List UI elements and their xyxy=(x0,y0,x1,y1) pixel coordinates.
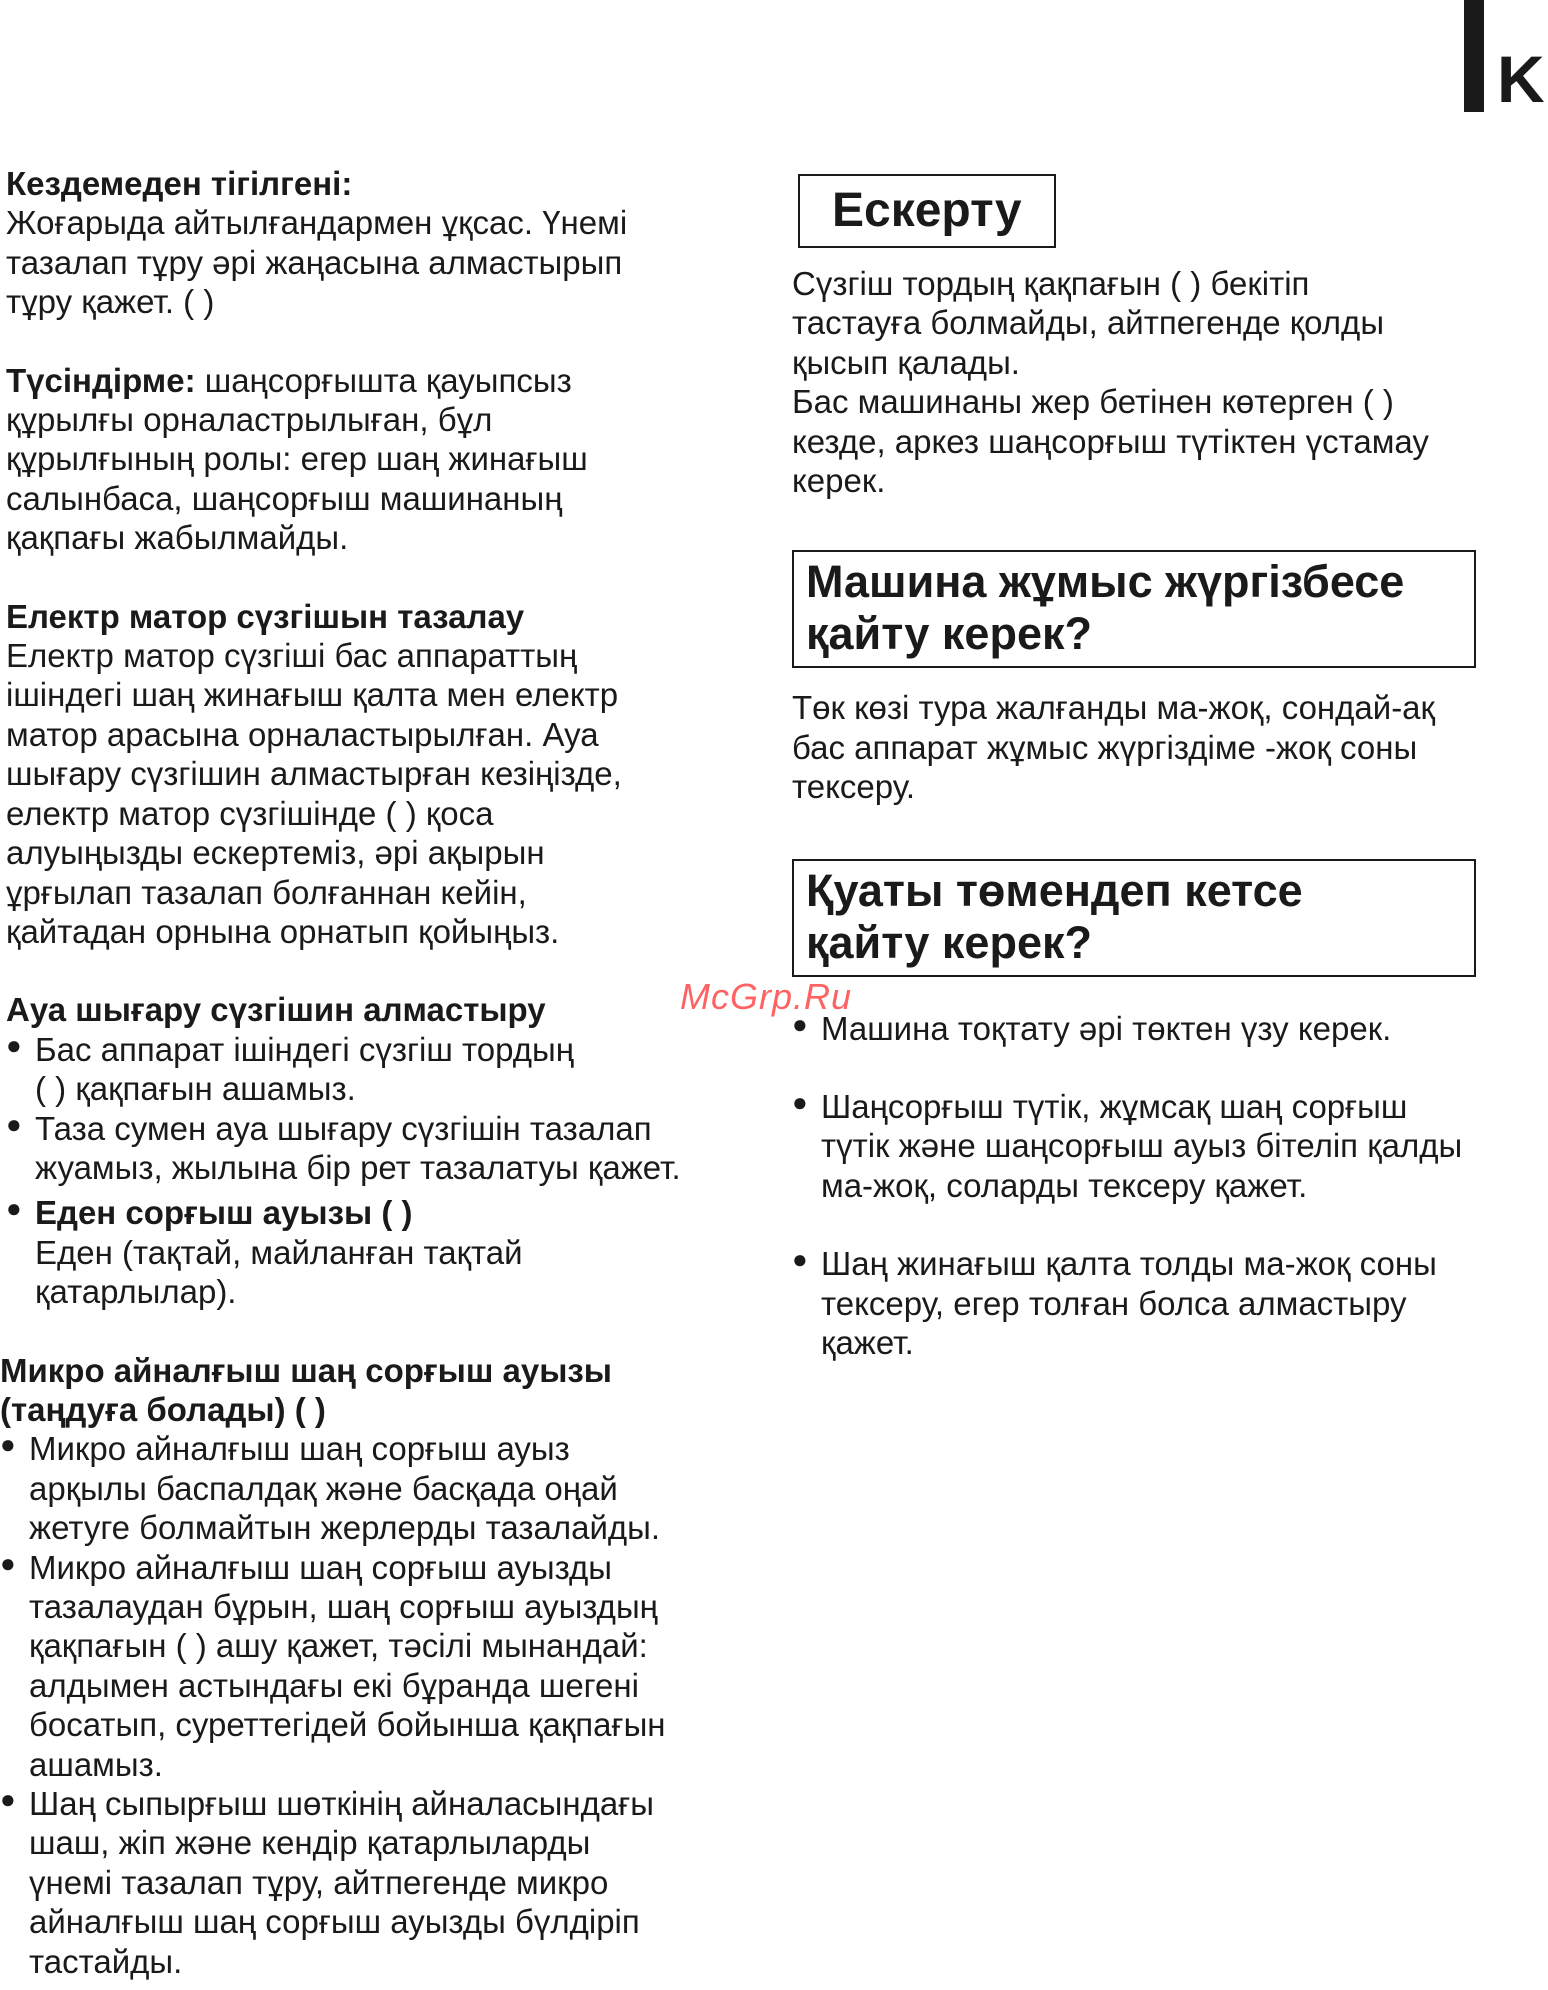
section-title: (таңдуға болады) ( ) xyxy=(0,1390,326,1428)
not-working-heading-box xyxy=(792,550,1476,668)
text-line: ма-жоқ, соларды тексеру қажет. xyxy=(821,1166,1308,1204)
text-line: қажет. xyxy=(821,1324,914,1362)
bullet-item xyxy=(0,1548,746,1784)
left-column xyxy=(0,164,746,1981)
text-line: тазалаудан бұрын, шаң сорғыш ауыздың xyxy=(29,1588,658,1625)
text-line: Жоғарыда айтылғандармен ұқсас. Үнемі xyxy=(6,204,628,242)
subsection-title: ● Еден сорғыш ауызы ( ) xyxy=(35,1194,413,1232)
section-title: Електр матор сүзгішын тазалау xyxy=(6,597,525,635)
text-line: үнемі тазалап тұру, айтпегенде микро xyxy=(29,1863,609,1901)
text-line: қайтадан орнына орнатып қойыңыз. xyxy=(6,912,560,950)
section-motor-filter xyxy=(6,597,746,952)
text-line: шаш, жіп және кендір қатарлыларды xyxy=(29,1824,591,1862)
text-line: керек. xyxy=(792,462,886,500)
right-column xyxy=(792,168,1532,1363)
text-line: Бас машинаны жер бетінен көтерген ( ) xyxy=(792,383,1394,421)
section-title: Ауа шығару сүзгішин алмастыру xyxy=(6,991,546,1029)
bullet-item xyxy=(0,1429,746,1547)
text-line: ● Таза сумен ауа шығару сүзгішін тазалап xyxy=(35,1109,652,1147)
text-line: алуыңызды ескертеміз, әрі ақырын xyxy=(6,834,545,872)
heading-line: Машина жұмыс жүргізбесе xyxy=(806,556,1405,608)
text-line: тастауға болмайды, айтпегенде қолды xyxy=(792,304,1385,342)
section-fabric xyxy=(6,164,746,322)
watermark-text: McGrp.Ru xyxy=(680,976,853,1017)
heading-line: Қуаты төмендеп кетсе xyxy=(806,864,1303,916)
text-line: ● Бас аппарат ішіндегі сүзгіш тордың xyxy=(35,1030,574,1068)
bullet-item xyxy=(792,1009,1532,1048)
section-air-filter xyxy=(6,990,746,1311)
text-line: құрылғы орналастрылыған, бұл xyxy=(6,401,493,439)
text-line: Еден (тақтай, майланған тақтай xyxy=(35,1233,523,1271)
text-line: ● Микро айналғыш шаң сорғыш ауыз xyxy=(29,1430,570,1468)
language-marker: K xyxy=(1497,42,1545,116)
text-line: ● Шаңсорғыш түтік, жұмсақ шаң сорғыш xyxy=(821,1088,1408,1126)
heading-line: қайту керек? xyxy=(806,608,1092,660)
text-line: тексеру. xyxy=(792,768,916,806)
section-title: Кездемеден тігілгені: xyxy=(6,165,353,202)
text-line: айналғыш шаң сорғыш ауызды бүлдіріп xyxy=(29,1903,640,1941)
text-line: ● Машина тоқтату әрі төктен үзу керек. xyxy=(821,1009,1392,1047)
text-line: жуамыз, жылына бір рет тазалатуы қажет. xyxy=(35,1148,681,1186)
bullet-item xyxy=(0,1784,746,1981)
bullet-item xyxy=(6,1109,746,1188)
text-line: тексеру, егер толған болса алмастыру xyxy=(821,1284,1407,1322)
text-line: Сүзгіш тордың қақпағын ( ) бекітіп xyxy=(792,265,1310,302)
heading-line: қайту керек? xyxy=(806,916,1092,968)
text-line: ( ) қақпағын ашамыз. xyxy=(35,1070,356,1108)
text-line: тастайды. xyxy=(29,1942,183,1980)
text-line: тұру қажет. ( ) xyxy=(6,283,215,321)
text-line: шығару сүзгішин алмастырған кезіңізде, xyxy=(6,755,622,793)
text-line: жетуге болмайтын жерлерды тазалайды. xyxy=(29,1509,661,1547)
section-not-working xyxy=(792,688,1532,806)
text-run: шаңсорғышта қауыпсыз xyxy=(195,361,572,399)
text-line: кезде, аркез шаңсорғыш түтіктен үстамау xyxy=(792,422,1429,460)
text-line: босатып, суреттегідей бойынша қақпағын xyxy=(29,1706,666,1744)
text-line: құрылғының ролы: егер шаң жинағыш xyxy=(6,440,588,478)
text-line: салынбаса, шаңсорғыш машинаның xyxy=(6,479,563,517)
text-line: ● Шаң жинағыш қалта толды ма-жоқ соны xyxy=(821,1245,1437,1283)
section-micro-nozzle xyxy=(0,1351,746,1982)
section-explain xyxy=(6,361,746,558)
text-line: ● Шаң сыпырғыш шөткінің айналасындағы xyxy=(29,1785,654,1823)
section-warning xyxy=(792,264,1532,500)
text-line: қақпағы жабылмайды. xyxy=(6,519,349,557)
bullet-item xyxy=(792,1087,1532,1205)
warning-heading-box: Ескерту xyxy=(798,174,1056,248)
text-line: Електр матор сүзгіші бас аппараттың xyxy=(6,637,578,675)
text-line: тазалап тұру әрі жаңасына алмастырып xyxy=(6,243,623,281)
bullet-item xyxy=(6,1030,746,1109)
text-line: ● Микро айналғыш шаң сорғыш ауызды xyxy=(29,1548,613,1586)
section-title: Түсіндірме: xyxy=(6,361,196,399)
page-marker-bar xyxy=(1464,0,1484,112)
section-title: Микро айналғыш шаң сорғыш ауызы xyxy=(0,1351,612,1389)
section-low-power xyxy=(792,1009,1532,1363)
text-line: ұрғылап тазалап болғаннан кейін, xyxy=(6,873,527,911)
text-line: бас аппарат жұмыс жүргіздіме -жоқ соны xyxy=(792,728,1418,766)
text-line: матор арасына орналастырылған. Ауа xyxy=(6,715,599,753)
text-line: қақпағын ( ) ашу қажет, тәсілі мынандай: xyxy=(29,1627,648,1665)
bullet-item xyxy=(6,1193,746,1311)
text-line: қатарлылар). xyxy=(35,1273,237,1311)
bullet-item xyxy=(792,1244,1532,1362)
text-line: қысып қалады. xyxy=(792,343,1020,381)
text-line xyxy=(6,361,746,400)
text-line: түтік және шаңсорғыш ауыз бітеліп қалды xyxy=(821,1127,1463,1165)
text-line: ашамыз. xyxy=(29,1745,163,1783)
text-line: Төк көзі тура жалғанды ма-жоқ, сондай-ақ xyxy=(792,689,1435,727)
text-line: електр матор сүзгішінде ( ) қоса xyxy=(6,794,494,832)
low-power-heading-box xyxy=(792,859,1476,977)
text-line: ішіндегі шаң жинағыш қалта мен електр xyxy=(6,676,619,714)
text-line: алдымен астындағы екі бұранда шегені xyxy=(29,1666,639,1704)
text-line: арқылы баспалдақ және басқада оңай xyxy=(29,1469,618,1507)
